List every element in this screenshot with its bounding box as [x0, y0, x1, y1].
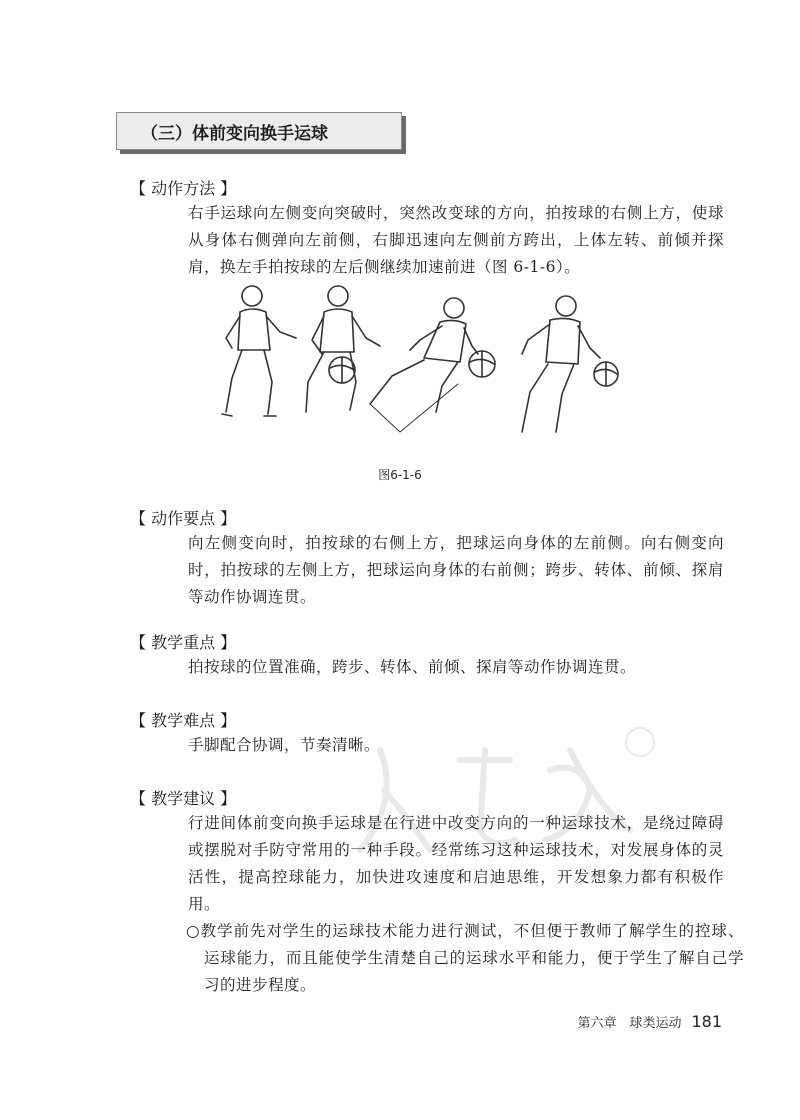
teaching-difficulty-heading: 【 教学难点 】 — [130, 711, 237, 730]
player-1-icon — [222, 286, 296, 416]
player-2-icon — [306, 286, 380, 412]
teaching-difficulty-text: 手脚配合协调，节奏清晰。 — [188, 736, 381, 754]
suggestions-text: 行进间体前变向换手运球是在行进中改变方向的一种运球技术，是绕过障碍或摆脱对手防守常用的一种手段。经常练习这种运球技术，对发展身体的灵活性，提高控球能力，加快进攻速度和启迪思维，开发想象力都有积极作用。 — [188, 814, 724, 913]
chapter-label: 第六章 球类运动 — [577, 1016, 682, 1031]
section-title: （三）体前变向换手运球 — [116, 112, 402, 150]
teaching-focus-text: 拍按球的位置准确，跨步、转体、前倾、探肩等动作协调连贯。 — [188, 658, 637, 676]
teaching-focus-heading: 【 教学重点 】 — [130, 633, 237, 652]
player-4-icon — [522, 296, 618, 432]
method-text: 右手运球向左侧变向突破时，突然改变球的方向，拍按球的右侧上方，使球从身体右侧弹向左前侧，右脚迅速向左侧前方跨出，上体左转、前倾并探肩，换左手拍按球的左后侧继续加速前进（图 6-1-6）。 — [188, 204, 724, 276]
figure-caption: 图6-1-6 — [378, 468, 422, 482]
key-points-text: 向左侧变向时，拍按球的右侧上方，把球运向身体的左前侧。向右侧变向时，拍按球的左侧上方，把球运向身体的右前侧；跨步、转体、前倾、探肩等动作协调连贯。 — [188, 534, 724, 606]
player-3-icon — [370, 298, 495, 432]
suggestions-bullet: ○教学前先对学生的运球技术能力进行测试，不但便于教师了解学生的控球、运球能力，而且能使学生清楚自己的运球水平和能力，便于学生了解自己学习的进步程度。 — [186, 922, 744, 994]
suggestions-heading: 【 教学建议 】 — [130, 789, 237, 808]
method-heading: 【 动作方法 】 — [130, 179, 237, 198]
page-footer — [577, 1012, 722, 1031]
page-number: 181 — [691, 1012, 722, 1031]
dribbling-figure-illustration — [210, 282, 630, 452]
key-points-heading: 【 动作要点 】 — [130, 509, 237, 528]
